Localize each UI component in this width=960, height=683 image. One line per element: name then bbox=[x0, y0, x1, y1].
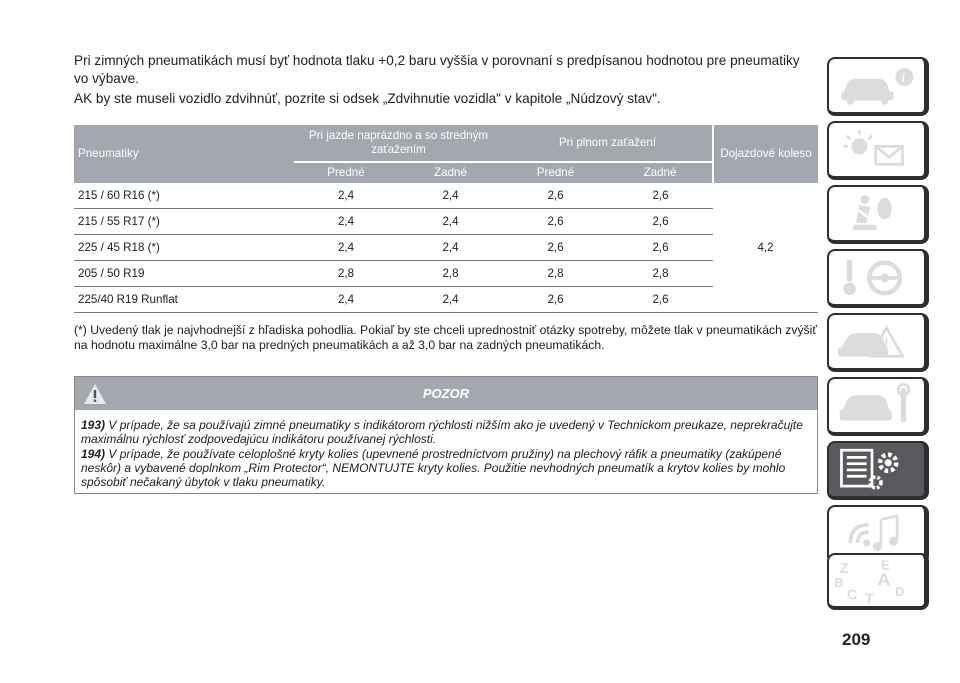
chapter-tab-technical-data[interactable] bbox=[827, 441, 929, 500]
pressure-value: 2,6 bbox=[503, 235, 608, 261]
chapter-tab-index[interactable] bbox=[827, 553, 929, 610]
pressure-value: 2,6 bbox=[503, 287, 608, 313]
table-row bbox=[74, 209, 818, 235]
table-row bbox=[74, 183, 818, 209]
header-normal-load: Pri jazde naprázdno a so stredným zaťažením bbox=[294, 125, 503, 162]
table-row bbox=[74, 287, 818, 313]
chapter-tab-emergency[interactable] bbox=[827, 313, 929, 372]
tire-size: 225/40 R19 Runflat bbox=[74, 287, 294, 313]
pressure-value: 2,4 bbox=[398, 183, 503, 209]
warning-number: 194) bbox=[81, 447, 106, 461]
warning-number: 193) bbox=[81, 418, 106, 432]
pressure-value: 2,4 bbox=[398, 287, 503, 313]
index-letter: Z bbox=[839, 560, 849, 577]
pressure-value: 2,4 bbox=[294, 235, 398, 261]
tire-size: 225 / 45 R18 (*) bbox=[74, 235, 294, 261]
header-tires: Pneumatiky bbox=[74, 125, 294, 183]
index-icon bbox=[829, 555, 924, 606]
table-row bbox=[74, 235, 818, 261]
warning-text: V prípade, že používate celoplošné kryty kolies (upevnené prostredníctvom pružiny) na plechový ráfik a pneumatiky (zakúpené neskôr) a vybavené doplnkom „Rim Protector“, NEMONTUJTE kryty kolies. Použitie nevhodných pneumatík a krytov kolies by mohlo spôsobiť nečakaný úbytok v tlaku pneumatiky. bbox=[81, 447, 786, 489]
header-full-load: Pri plnom zaťažení bbox=[503, 125, 713, 162]
pressure-value: 2,6 bbox=[503, 183, 608, 209]
tire-pressure-table bbox=[74, 125, 818, 313]
emergency-icon bbox=[829, 315, 924, 368]
pressure-value: 2,8 bbox=[294, 261, 398, 287]
pressure-value: 2,6 bbox=[608, 235, 713, 261]
header-front: Predné bbox=[294, 162, 398, 183]
chapter-tab-car-info[interactable] bbox=[827, 57, 929, 116]
pressure-value: 2,8 bbox=[398, 261, 503, 287]
header-rear: Zadné bbox=[608, 162, 713, 183]
intro-paragraph-1: Pri zimných pneumatikách musí byť hodnota tlaku +0,2 baru vyššia v porovnaní s predpísanou hodnotou pre pneumatiky vo výbave. bbox=[74, 53, 800, 86]
pressure-value: 2,4 bbox=[294, 287, 398, 313]
pressure-value: 2,4 bbox=[398, 235, 503, 261]
warning-item bbox=[81, 447, 811, 489]
chapter-tab-starting-driving[interactable] bbox=[827, 249, 929, 308]
chapter-tab-safety[interactable] bbox=[827, 185, 929, 244]
index-letter: C bbox=[846, 587, 858, 604]
intro-text bbox=[74, 52, 814, 108]
car-maintenance-icon bbox=[829, 379, 924, 432]
chapter-tab-warning-lights[interactable] bbox=[827, 121, 929, 180]
warning-text: V prípade, že sa používajú zimné pneumatiky s indikátorom rýchlosti nižším ako je uvedený v Technickom preukaze, neprekračujte maximálnu rýchlosť zodpovedajúcu indikátoru používanej rýchlosti. bbox=[81, 418, 803, 446]
pressure-value: 2,4 bbox=[294, 183, 398, 209]
index-letter: B bbox=[834, 576, 844, 591]
tire-size: 205 / 50 R19 bbox=[74, 261, 294, 287]
svg-text:i: i bbox=[901, 70, 906, 85]
pressure-value: 2,8 bbox=[608, 261, 713, 287]
warning-item bbox=[81, 418, 811, 446]
warning-body bbox=[75, 410, 817, 489]
warning-header bbox=[75, 377, 817, 410]
tire-size: 215 / 55 R17 (*) bbox=[74, 209, 294, 235]
chapter-tab-maintenance[interactable] bbox=[827, 377, 929, 436]
pressure-value: 2,6 bbox=[608, 209, 713, 235]
pressure-value: 2,4 bbox=[294, 209, 398, 235]
warning-box bbox=[74, 376, 818, 494]
warning-lights-icon bbox=[829, 123, 924, 176]
intro-paragraph-2: AK by ste museli vozidlo zdvihnúť, pozrite si odsek „Zdvihnutie vozidla" v kapitole „Núdzový stav". bbox=[74, 91, 661, 106]
airbag-icon bbox=[829, 187, 924, 240]
pressure-value: 2,8 bbox=[503, 261, 608, 287]
technical-data-icon bbox=[829, 443, 924, 496]
index-letter: D bbox=[895, 585, 905, 600]
index-letter: T bbox=[864, 591, 874, 606]
tire-size: 215 / 60 R16 (*) bbox=[74, 183, 294, 209]
table-footnote: (*) Uvedený tlak je najvhodnejší z hľadiska pohodlia. Pokiaľ by ste chceli uprednostniť otázky spotreby, môžete tlak v pneumatikách zvýšiť na hodnotu maximálne 3,0 bar na predných pneumatikách a až 3,0 bar na zadných pneumatikách. bbox=[74, 323, 817, 352]
index-letter: A bbox=[877, 569, 891, 590]
pressure-value: 2,6 bbox=[608, 183, 713, 209]
car-info-icon bbox=[829, 59, 924, 112]
header-front: Predné bbox=[503, 162, 608, 183]
warning-title: POZOR bbox=[422, 386, 470, 401]
header-spare: Dojazdové koleso bbox=[713, 125, 818, 183]
spare-pressure: 4,2 bbox=[713, 183, 818, 313]
index-letter: E bbox=[880, 558, 890, 573]
pressure-value: 2,4 bbox=[398, 209, 503, 235]
page-number: 209 bbox=[842, 630, 871, 649]
header-rear: Zadné bbox=[398, 162, 503, 183]
pressure-value: 2,6 bbox=[503, 209, 608, 235]
key-steering-icon bbox=[829, 251, 924, 304]
table-row bbox=[74, 261, 818, 287]
pressure-value: 2,6 bbox=[608, 287, 713, 313]
